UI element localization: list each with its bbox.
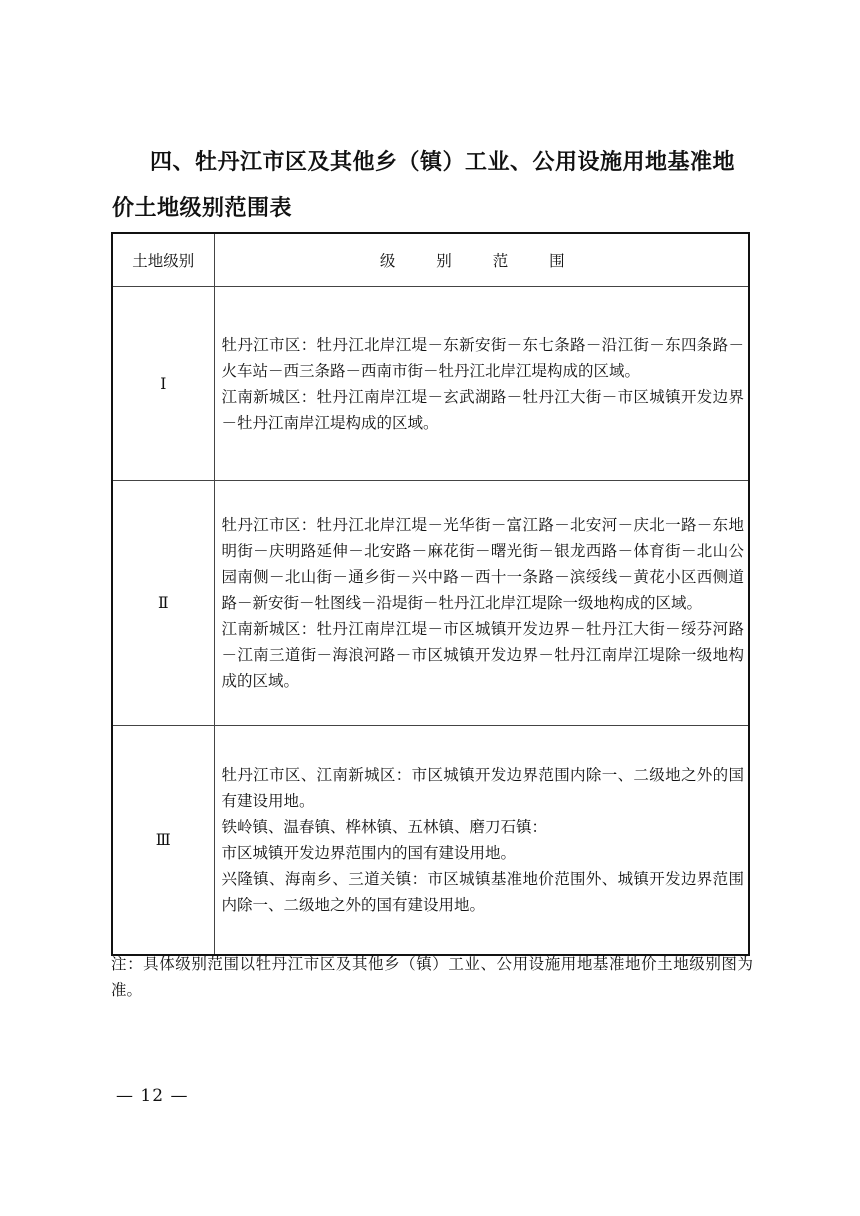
- table-note: 注：具体级别范围以牡丹江市区及其他乡（镇）工业、公用设施用地基准地价土地级别图为准。: [111, 955, 753, 999]
- range-text: 牡丹江市区：牡丹江北岸江堤－光华街－富江路－北安河－庆北一路－东地明街－庆明路延伸－北安路－麻花街－曙光街－银龙西路－体育街－北山公园南侧－北山街－通乡街－兴中路－西十一条路－滨绥线－黄花小区西侧道路－新安街－牡图线－沿堤街－牡丹江北岸江堤除一级地构成的区域。: [221, 516, 744, 612]
- header-land-level: 土地级别: [112, 233, 214, 287]
- range-text: 江南新城区：牡丹江南岸江堤－玄武湖路－牡丹江大街－市区城镇开发边界－牡丹江南岸江堤构成的区域。: [221, 387, 744, 432]
- level-cell: Ⅲ: [112, 726, 214, 956]
- range-cell: [214, 481, 749, 726]
- table-row: [112, 726, 749, 956]
- level-cell: Ⅰ: [112, 287, 214, 481]
- document-title: 四、牡丹江市区及其他乡（镇）工业、公用设施用地基准地价土地级别范围表: [112, 150, 736, 221]
- land-grade-table: [111, 232, 750, 956]
- range-text: 牡丹江市区、江南新城区：市区城镇开发边界范围内除一、二级地之外的国有建设用地。: [221, 766, 744, 810]
- level-cell: Ⅱ: [112, 481, 214, 726]
- range-cell: [214, 726, 749, 956]
- range-text: 牡丹江市区：牡丹江北岸江堤－东新安街－东七条路－沿江街－东四条路－火车站－西三条路－西南市街－牡丹江北岸江堤构成的区域。: [221, 335, 744, 380]
- range-text: 江南新城区：牡丹江南岸江堤－市区城镇开发边界－牡丹江大街－绥芬河路－江南三道街－海浪河路－市区城镇开发边界－牡丹江南岸江堤除一级地构成的区域。: [221, 620, 744, 690]
- range-text: 市区城镇开发边界范围内的国有建设用地。: [221, 844, 517, 862]
- table-row: [112, 287, 749, 481]
- table-header-row: [112, 233, 749, 287]
- range-text: 铁岭镇、温春镇、桦林镇、五林镇、磨刀石镇：: [221, 818, 548, 836]
- range-text: 兴隆镇、海南乡、三道关镇：市区城镇基准地价范围外、城镇开发边界范围内除一、二级地之外的国有建设用地。: [221, 870, 744, 914]
- range-cell: [214, 287, 749, 481]
- table-row: [112, 481, 749, 726]
- page-number: — 12 —: [116, 1086, 189, 1106]
- header-level-range: 级 别 范 围: [214, 233, 749, 287]
